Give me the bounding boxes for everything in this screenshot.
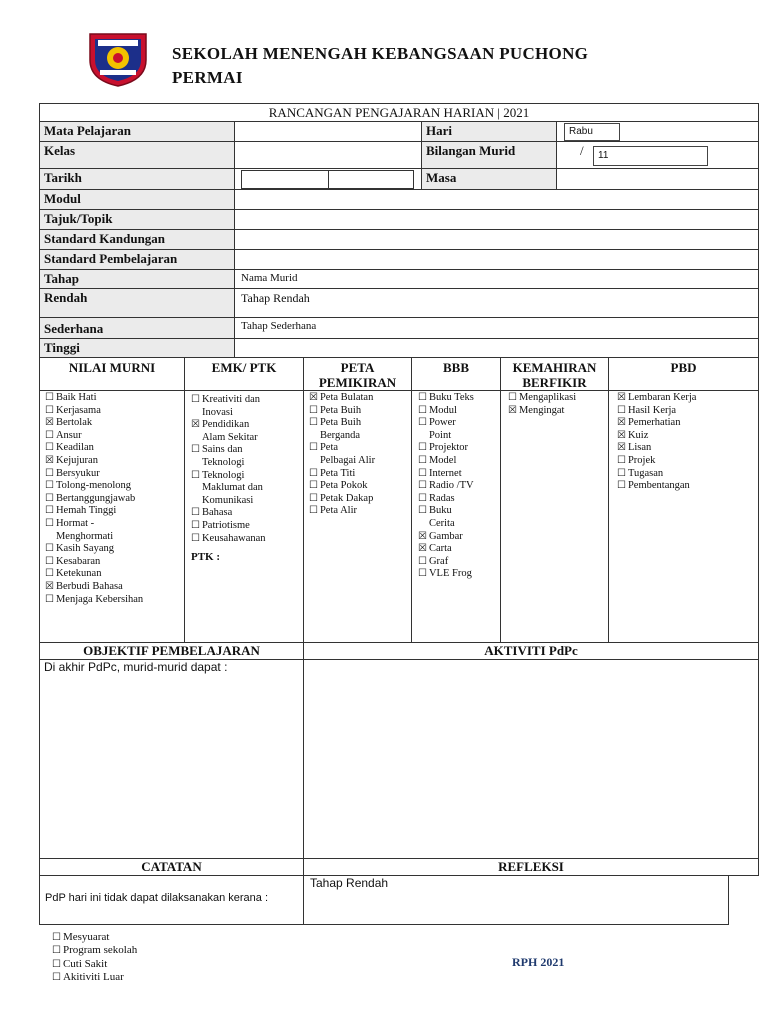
checkbox-icon: ☐ (309, 417, 318, 429)
checkbox-label: Buku (428, 505, 452, 517)
checkbox-label: Bersyukur (55, 467, 100, 479)
header-peta (303, 357, 412, 391)
checkbox-icon: ☐ (309, 505, 318, 517)
checkbox-icon: ☐ (418, 392, 427, 403)
checkbox-label: Cuti Sakit (62, 957, 108, 970)
checkbox-label: Radas (428, 492, 455, 504)
checkbox-icon: ☐ (617, 404, 626, 416)
checkbox-icon: ☐ (617, 467, 626, 479)
checkbox-icon: ☐ (418, 480, 427, 492)
checkbox-label: VLE Frog (428, 568, 472, 580)
checkbox-label: Mengaplikasi (518, 392, 577, 403)
checkbox-icon: ☐ (45, 555, 54, 567)
checkbox-item[interactable] (418, 493, 500, 506)
header-emk: EMK/ PTK (184, 357, 304, 391)
tinggi-field[interactable] (234, 338, 759, 358)
checkbox-item (191, 482, 303, 495)
checkbox-icon: ☐ (52, 972, 61, 984)
pbd-list (608, 390, 759, 643)
label-tarikh: Tarikh (39, 168, 235, 190)
header-peta-line2: PEMIKIRAN (318, 375, 397, 390)
checked-box-icon: ☒ (617, 429, 626, 441)
checkbox-icon: ☐ (45, 442, 54, 454)
checkbox-label: Inovasi (201, 406, 233, 418)
label-modul: Modul (39, 189, 235, 210)
checkbox-item[interactable] (191, 419, 303, 432)
checkbox-label: Projek (627, 454, 656, 466)
kemahiran-list (500, 390, 609, 643)
checkbox-item[interactable] (45, 442, 184, 455)
checkbox-item[interactable] (45, 518, 184, 531)
checkbox-label: Petak Dakap (319, 492, 374, 504)
catatan-divider (303, 875, 304, 925)
checkbox-item (191, 407, 303, 420)
checked-box-icon: ☒ (45, 417, 54, 429)
checkbox-label: Bertanggungjawab (55, 492, 136, 504)
rph-footer-label: RPH 2021 (512, 955, 565, 969)
checkbox-icon: ☐ (191, 444, 200, 456)
checkbox-item[interactable] (309, 417, 411, 430)
checkbox-item[interactable] (45, 480, 184, 493)
ptk-label: PTK : (191, 551, 221, 564)
checkbox-label: Cerita (428, 517, 455, 529)
hari-input[interactable]: Rabu (564, 123, 620, 141)
checkbox-icon: ☐ (45, 392, 54, 403)
label-tajuk: Tajuk/Topik (39, 209, 235, 230)
checkbox-item (418, 430, 500, 443)
checked-box-icon: ☒ (508, 404, 517, 416)
tarikh-input-month[interactable] (328, 170, 414, 189)
catatan-text[interactable]: PdP hari ini tidak dapat dilaksanakan kerana : (45, 892, 268, 904)
checked-box-icon: ☒ (45, 454, 54, 466)
label-standard-pembelajaran: Standard Pembelajaran (39, 249, 235, 270)
label-mata-pelajaran: Mata Pelajaran (39, 121, 235, 142)
checkbox-item[interactable] (418, 455, 500, 468)
checkbox-item[interactable] (418, 568, 500, 581)
checkbox-item[interactable] (45, 568, 184, 581)
label-tinggi: Tinggi (39, 338, 235, 358)
checkbox-label: Modul (428, 404, 457, 416)
checkbox-item[interactable] (508, 405, 608, 418)
checked-box-icon: ☒ (418, 530, 427, 542)
checkbox-label: Pemerhatian (627, 417, 681, 429)
standard-kandungan-field[interactable] (234, 229, 759, 250)
checkbox-label: Point (428, 429, 452, 441)
checkbox-item[interactable] (617, 468, 758, 481)
checkbox-icon: ☐ (52, 932, 61, 943)
checkbox-item[interactable] (617, 417, 758, 430)
checkbox-label: Komunikasi (201, 494, 254, 506)
checkbox-label: Maklumat dan (201, 482, 263, 494)
checkbox-item[interactable] (617, 442, 758, 455)
checked-box-icon: ☒ (617, 442, 626, 454)
checkbox-item (45, 531, 184, 544)
checkbox-icon: ☐ (617, 454, 626, 466)
tarikh-input-day[interactable] (241, 170, 329, 189)
checkbox-label: Alam Sekitar (201, 431, 258, 443)
checkbox-item[interactable] (52, 931, 137, 944)
checkbox-icon: ☐ (418, 492, 427, 504)
modul-field[interactable] (234, 189, 759, 210)
checkbox-label: Lembaran Kerja (627, 392, 697, 403)
checkbox-label: Power (428, 417, 456, 429)
checkbox-icon: ☐ (418, 442, 427, 454)
checkbox-label: Kerjasama (55, 404, 101, 416)
checkbox-label: Peta Pokok (319, 480, 368, 492)
checkbox-icon: ☐ (508, 392, 517, 403)
label-tahap: Tahap (39, 269, 235, 289)
aktiviti-field[interactable] (303, 659, 759, 859)
checkbox-label: Buku Teks (428, 392, 474, 403)
checkbox-label: Kuiz (627, 429, 649, 441)
checkbox-label: Patriotisme (201, 519, 250, 531)
header-nilai-murni: NILAI MURNI (39, 357, 185, 391)
checkbox-icon: ☐ (45, 480, 54, 492)
label-masa: Masa (421, 168, 557, 190)
checkbox-label: Ansur (55, 429, 82, 441)
checkbox-item (309, 455, 411, 468)
checkbox-icon: ☐ (45, 517, 54, 529)
checkbox-icon: ☐ (45, 543, 54, 555)
masa-field[interactable] (556, 168, 759, 190)
checkbox-icon: ☐ (45, 404, 54, 416)
checkbox-item[interactable] (45, 493, 184, 506)
checkbox-item[interactable] (52, 958, 137, 971)
checkbox-label: Pendidikan (201, 419, 250, 431)
checkbox-label: Mesyuarat (62, 931, 110, 943)
header-kemahiran-line2: BERFIKIR (522, 375, 587, 390)
checkbox-label: Radio /TV (428, 480, 474, 492)
checkbox-item[interactable] (191, 394, 303, 407)
checkbox-item[interactable] (418, 442, 500, 455)
checkbox-item[interactable] (418, 556, 500, 569)
checkbox-item[interactable] (309, 468, 411, 481)
emk-column (184, 390, 304, 643)
checkbox-label: Kesabaran (55, 555, 101, 567)
header-aktiviti: AKTIVITI PdPc (303, 642, 759, 660)
checkbox-item[interactable] (45, 405, 184, 418)
checkbox-label: Peta Alir (319, 505, 358, 517)
checkbox-item[interactable] (52, 944, 137, 957)
reasons-list (52, 931, 137, 985)
checkbox-item[interactable] (45, 455, 184, 468)
checkbox-label: Teknologi (201, 456, 245, 468)
checkbox-item[interactable] (418, 468, 500, 481)
checkbox-label: Lisan (627, 442, 652, 454)
checkbox-item[interactable] (617, 405, 758, 418)
checkbox-icon: ☐ (418, 568, 427, 580)
rendah-value[interactable]: Tahap Rendah (234, 288, 759, 318)
checked-box-icon: ☒ (309, 392, 318, 403)
checkbox-icon: ☐ (45, 429, 54, 441)
checkbox-label: Kreativiti dan (201, 394, 260, 405)
sederhana-value[interactable]: Tahap Sederhana (234, 317, 759, 339)
checkbox-item[interactable] (191, 470, 303, 483)
label-standard-kandungan: Standard Kandungan (39, 229, 235, 250)
checkbox-icon: ☐ (45, 492, 54, 504)
checkbox-label: Projektor (428, 442, 469, 454)
checkbox-icon: ☐ (309, 442, 318, 454)
checkbox-label: Mengingat (518, 404, 565, 416)
header-pbd: PBD (608, 357, 759, 391)
checkbox-label: Peta Titi (319, 467, 356, 479)
checkbox-item (418, 518, 500, 531)
checkbox-item[interactable] (309, 505, 411, 518)
bbb-list (411, 390, 501, 643)
checkbox-label: Model (428, 454, 457, 466)
label-hari: Hari (421, 121, 557, 142)
checkbox-label: Berganda (319, 429, 361, 441)
checkbox-item[interactable] (418, 543, 500, 556)
checked-box-icon: ☒ (418, 543, 427, 555)
checkbox-label: Menjaga Kebersihan (55, 593, 144, 605)
kelas-field[interactable] (234, 141, 422, 169)
label-sederhana: Sederhana (39, 317, 235, 339)
checkbox-label: Pembentangan (627, 480, 690, 492)
checkbox-item[interactable] (191, 533, 303, 546)
checkbox-icon: ☐ (309, 404, 318, 416)
checkbox-icon: ☐ (418, 404, 427, 416)
checkbox-icon: ☐ (418, 417, 427, 429)
checkbox-icon: ☐ (418, 505, 427, 517)
checkbox-label: Baik Hati (55, 392, 97, 403)
label-rendah: Rendah (39, 288, 235, 318)
checkbox-item (191, 432, 303, 445)
checkbox-item[interactable] (191, 507, 303, 520)
tahap-value: Nama Murid (234, 269, 759, 289)
checkbox-icon: ☐ (52, 958, 61, 970)
checkbox-item[interactable] (309, 480, 411, 493)
checkbox-label: Peta Bulatan (319, 392, 374, 403)
checkbox-item[interactable] (309, 493, 411, 506)
label-kelas: Kelas (39, 141, 235, 169)
tajuk-field[interactable] (234, 209, 759, 230)
checkbox-item[interactable] (508, 392, 608, 405)
checkbox-icon: ☐ (191, 394, 200, 405)
checkbox-label: Sains dan (201, 444, 243, 456)
checkbox-item[interactable] (617, 430, 758, 443)
checkbox-icon: ☐ (45, 467, 54, 479)
checked-box-icon: ☒ (617, 392, 626, 403)
mata-pelajaran-field[interactable] (234, 121, 422, 142)
checkbox-icon: ☐ (418, 467, 427, 479)
checkbox-item[interactable] (617, 480, 758, 493)
checkbox-item[interactable] (309, 442, 411, 455)
checked-box-icon: ☒ (617, 417, 626, 429)
checkbox-icon: ☐ (309, 480, 318, 492)
checkbox-item[interactable] (617, 455, 758, 468)
checkbox-icon: ☐ (45, 505, 54, 517)
checkbox-item[interactable] (418, 480, 500, 493)
checkbox-icon: ☐ (418, 454, 427, 466)
checkbox-icon: ☐ (191, 519, 200, 531)
checkbox-icon: ☐ (191, 532, 200, 544)
checkbox-item[interactable] (309, 405, 411, 418)
bilangan-slash: / (580, 143, 584, 158)
checkbox-label: Gambar (428, 530, 463, 542)
checkbox-icon: ☐ (309, 492, 318, 504)
checkbox-item[interactable] (45, 392, 184, 405)
checkbox-label: Pelbagai Alir (319, 454, 376, 466)
checkbox-label: Bertolak (55, 417, 93, 429)
checkbox-icon: ☐ (45, 568, 54, 580)
checkbox-label: Keusahawanan (201, 532, 266, 544)
checkbox-item[interactable] (52, 971, 137, 984)
checkbox-label: Graf (428, 555, 449, 567)
checkbox-icon: ☐ (617, 480, 626, 492)
checked-box-icon: ☒ (45, 580, 54, 592)
checkbox-item (191, 457, 303, 470)
checkbox-item (191, 495, 303, 508)
emk-list (191, 394, 303, 545)
objektif-field[interactable]: Di akhir PdPc, murid-murid dapat : (39, 659, 304, 859)
checkbox-item[interactable] (45, 581, 184, 594)
checkbox-label: Keadilan (55, 442, 94, 454)
checkbox-icon: ☐ (52, 945, 61, 957)
checkbox-item[interactable] (45, 417, 184, 430)
checkbox-icon: ☐ (191, 469, 200, 481)
checkbox-item[interactable] (45, 505, 184, 518)
checkbox-label: Hasil Kerja (627, 404, 677, 416)
checkbox-label: Peta Buih (319, 417, 362, 429)
checkbox-item[interactable] (418, 505, 500, 518)
checkbox-item[interactable] (418, 392, 500, 405)
bilangan-murid-input[interactable]: 11 (593, 146, 708, 166)
checkbox-label: Ketekunan (55, 568, 102, 580)
checkbox-label: Hormat - (55, 517, 95, 529)
checkbox-item[interactable] (45, 556, 184, 569)
checkbox-item[interactable] (45, 594, 184, 607)
checkbox-item[interactable] (617, 392, 758, 405)
checked-box-icon: ☒ (191, 419, 200, 431)
checkbox-label: Kasih Sayang (55, 543, 115, 555)
checkbox-label: Akitiviti Luar (62, 971, 124, 984)
checkbox-label: Peta Buih (319, 404, 362, 416)
checkbox-item[interactable] (45, 543, 184, 556)
header-catatan: CATATAN (39, 858, 304, 876)
checkbox-icon: ☐ (45, 593, 54, 605)
checkbox-label: Teknologi (201, 469, 245, 481)
checkbox-item[interactable] (418, 531, 500, 544)
header-objektif: OBJEKTIF PEMBELAJARAN (39, 642, 304, 660)
form-title-row (39, 103, 759, 122)
refleksi-text[interactable]: Tahap Rendah (310, 876, 389, 890)
checkbox-label: Internet (428, 467, 462, 479)
nilai-murni-list (39, 390, 185, 643)
checkbox-item[interactable] (45, 468, 184, 481)
peta-list (303, 390, 412, 643)
checkbox-item[interactable] (418, 417, 500, 430)
checkbox-label: Hemah Tinggi (55, 505, 117, 517)
standard-pembelajaran-field[interactable] (234, 249, 759, 270)
checkbox-label: Program sekolah (62, 944, 138, 957)
checkbox-icon: ☐ (309, 467, 318, 479)
checkbox-item[interactable] (45, 430, 184, 443)
checkbox-icon: ☐ (418, 555, 427, 567)
header-peta-line1: PETA (340, 360, 375, 375)
school-name: SEKOLAH MENENGAH KEBANGSAAN PUCHONG PERMAI (172, 44, 589, 87)
checkbox-item[interactable] (309, 392, 411, 405)
checkbox-label: Tugasan (627, 467, 664, 479)
checkbox-item (309, 430, 411, 443)
label-bilangan-murid: Bilangan Murid (421, 141, 557, 169)
checkbox-item[interactable] (191, 444, 303, 457)
checkbox-label: Berbudi Bahasa (55, 580, 123, 592)
checkbox-item[interactable] (191, 520, 303, 533)
header-kemahiran-line1: KEMAHIRAN (512, 360, 597, 375)
checkbox-label: Kejujuran (55, 454, 98, 466)
header-refleksi: REFLEKSI (303, 858, 759, 876)
checkbox-icon: ☐ (191, 507, 200, 519)
checkbox-label: Carta (428, 543, 452, 555)
checkbox-item[interactable] (418, 405, 500, 418)
form-year: 2021 (503, 105, 530, 120)
header-bbb: BBB (411, 357, 501, 391)
checkbox-label: Peta (319, 442, 339, 454)
form-title: RANCANGAN PENGAJARAN HARIAN | (268, 105, 500, 120)
header-kemahiran (500, 357, 609, 391)
checkbox-label: Bahasa (201, 507, 233, 519)
checkbox-label: Tolong-menolong (55, 480, 132, 492)
school-logo (86, 30, 150, 88)
checkbox-label: Menghormati (55, 530, 114, 542)
